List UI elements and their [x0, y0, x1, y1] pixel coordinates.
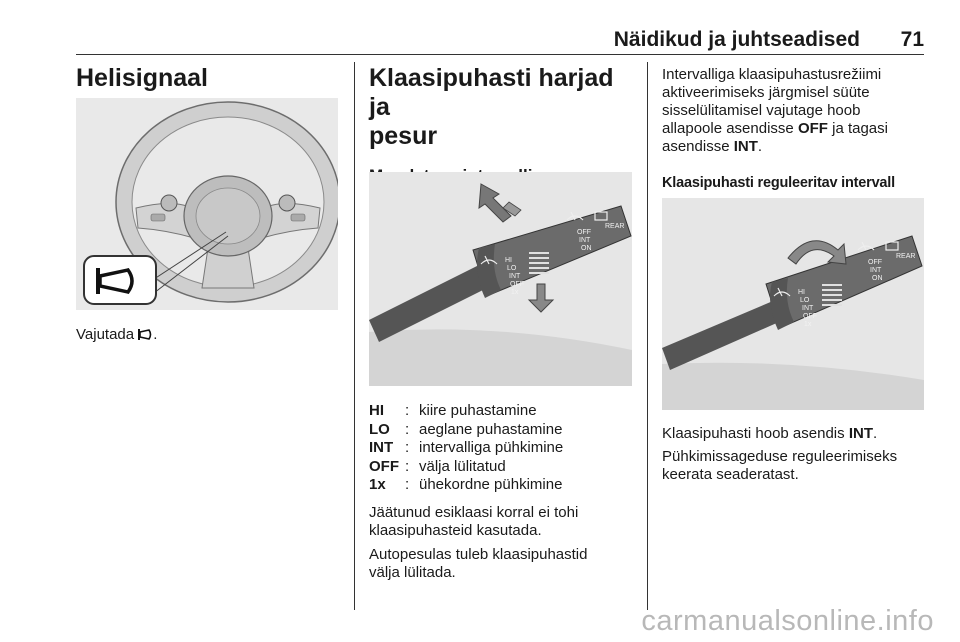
- wiper-lever-figure: [369, 172, 632, 386]
- steering-wheel-figure: [76, 98, 338, 310]
- column-divider-1: [354, 62, 355, 610]
- lever-label-int: INT: [802, 305, 814, 312]
- interval-lever-note: Klaasipuhasti hoob asendis INT.: [662, 425, 878, 442]
- interval-intro: Intervalliga klaasipuhastusrežiimi aktiveerimiseks järgmisel süüte sisselülitamisel vajutage hoob allapoole asendisse OFF ja tagasi asendisse INT.: [662, 66, 888, 155]
- wiper-lever-illustration: [369, 172, 632, 386]
- interval-subheading: Klaasipuhasti reguleeritav intervall: [662, 175, 895, 191]
- lever-label-rear-off: OFF: [868, 259, 882, 266]
- legend-row: OFF : välja lülitatud: [369, 457, 506, 475]
- horn-heading: Helisignaal: [76, 64, 208, 92]
- lever-label-rear-on: ON: [581, 245, 592, 252]
- interval-adjust-note: Pühkimissageduse reguleerimiseks keerata seaderatast.: [662, 448, 898, 483]
- lever-label-lo: LO: [800, 297, 810, 304]
- lever-label-lo: LO: [507, 265, 517, 272]
- lever-label-rear-int: INT: [579, 237, 591, 244]
- steering-wheel-illustration: [76, 98, 338, 310]
- lever-label-rear-int: INT: [870, 267, 882, 274]
- horn-caption: Vajutada .: [76, 326, 157, 346]
- legend-row: LO : aeglane puhastamine: [369, 420, 563, 438]
- lever-label-int: INT: [509, 273, 521, 280]
- horn-icon: [138, 328, 153, 346]
- page-header: [76, 28, 924, 50]
- header-divider: [76, 54, 924, 55]
- interval-lever-illustration: [662, 198, 924, 410]
- page-header-title: Näidikud ja juhtseadised: [613, 28, 860, 51]
- wiper-positions-legend: [369, 402, 563, 495]
- wiper-heading: Klaasipuhasti harjad ja pesur: [369, 64, 614, 150]
- lever-label-off: OFF: [510, 281, 524, 288]
- lever-label-hi: HI: [798, 289, 805, 296]
- column-horn: [76, 62, 340, 93]
- lever-label-rear: REAR: [896, 253, 916, 260]
- interval-lever-figure: [662, 198, 924, 410]
- watermark: carmanualsonline.info: [641, 605, 934, 637]
- lever-label-1x: 1x: [511, 289, 519, 296]
- lever-label-off: OFF: [803, 313, 817, 320]
- column-divider-2: [647, 62, 648, 610]
- legend-row: INT : intervalliga pühkimine: [369, 439, 564, 456]
- lever-label-rear-off: OFF: [577, 229, 591, 236]
- lever-label-1x: 1x: [804, 321, 812, 328]
- lever-label-hi: HI: [505, 257, 512, 264]
- lever-label-rear-on: ON: [872, 275, 883, 282]
- wiper-carwash-note: Autopesulas tuleb klaasipuhastid välja lülitada.: [369, 546, 588, 581]
- legend-row: HI : kiire puhastamine: [369, 402, 537, 419]
- legend-row: 1x : ühekordne pühkimine: [369, 476, 563, 493]
- page-number: 71: [900, 28, 924, 51]
- wiper-frost-note: Jäätunud esiklaasi korral ei tohi klaasipuhasteid kasutada.: [369, 504, 579, 539]
- lever-label-rear: REAR: [605, 223, 625, 230]
